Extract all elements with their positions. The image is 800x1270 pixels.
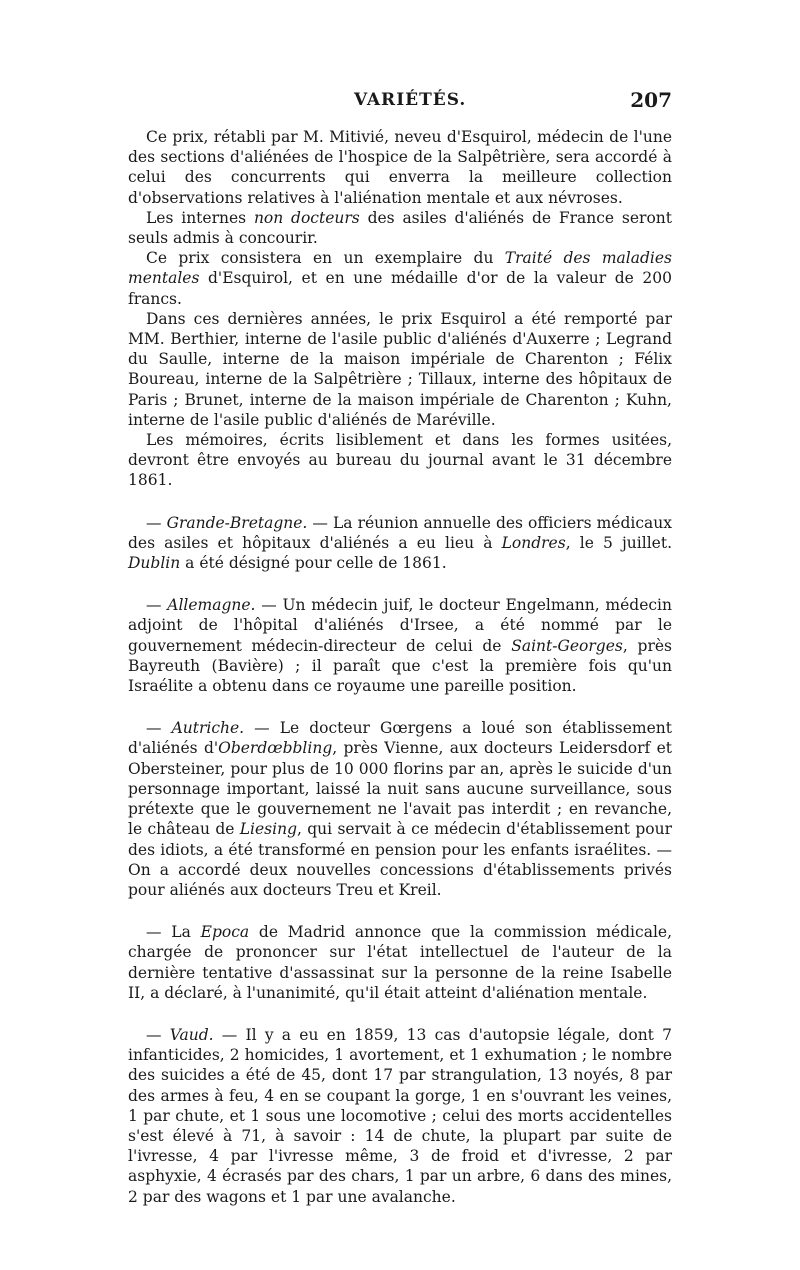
text-run: — La <box>146 923 201 942</box>
text-run: — <box>146 596 168 615</box>
italic-text: Grande-Bretagne. <box>166 513 308 532</box>
italic-text: Londres <box>501 533 566 552</box>
text-run: — La réunion annuelle des officiers médicaux des asiles et hôpitaux d'aliénés a eu lieu à <box>128 513 672 552</box>
text-run: de Madrid annonce que la commission médicale, chargée de prononcer sur l'état intellectuel de l'auteur de la dernière tentative d'assassinat sur la personne de la reine Isabelle II, a déclaré, à l'unanimité, qu'il était atteint d'aliénation mentale. <box>128 923 672 1002</box>
text-run: a été désigné pour celle de 1861. <box>180 554 447 573</box>
italic-text: Dublin <box>128 554 181 573</box>
italic-text: Allemagne. <box>167 596 256 615</box>
page-body <box>128 127 672 1207</box>
text-run: — Il y a eu en 1859, 13 cas d'autopsie légale, dont 7 infanticides, 2 homicides, 1 avortement, et 1 exhumation ; le nombre des suicides a été de 45, dont 17 par strangulation, 13 noyés, 8 par des armes à feu, 4 en se coupant la gorge, 1 en s'ouvrant les veines, 1 par chute, et 1 sous une locomotive ; celui des morts accidentelles s'est élevé à 71, à savoir : 14 de chute, la plupart par suite de l'ivresse, 4 par l'ivresse même, 3 de froid et d'ivresse, 2 par asphyxie, 4 écrasés par des chars, 1 par un arbre, 6 dans des mines, 2 par des wagons et 1 par une avalanche. <box>128 1025 672 1206</box>
paragraph <box>128 595 672 696</box>
text-run: , près Vienne, aux docteurs Leidersdorf et Obersteiner, pour plus de 10 000 florins par an, après le suicide d'un personnage important, laissé la nuit sans aucune surveillance, sous prétexte que le gouvernement ne l'avait pas interdit ; en revanche, le château de <box>128 739 672 839</box>
paragraph <box>128 1025 672 1207</box>
text-run: Dans ces dernières années, le prix Esquirol a été remporté par MM. Berthier, interne de l'asile public d'aliénés d'Auxerre ; Legrand du Saulle, interne de la maison impériale de Charenton ; Félix Boureau, interne de la Salpêtrière ; Tillaux, interne des hôpitaux de Paris ; Brunet, interne de la maison impériale de Charenton ; Kuhn, interne de l'asile public d'aliénés de Maréville. <box>128 309 672 429</box>
text-run: — <box>146 1025 170 1044</box>
italic-text: Liesing <box>239 820 297 839</box>
text-run: Les internes <box>146 208 254 227</box>
text-run: , le 5 juillet. <box>565 533 672 552</box>
italic-text: Traité des maladies mentales <box>128 249 672 288</box>
text-run: Ce prix consistera en un exemplaire du <box>146 249 505 268</box>
page-number: 207 <box>630 88 672 112</box>
italic-text: non docteurs <box>253 208 360 227</box>
text-run: — Un médecin juif, le docteur Engelmann, médecin adjoint de l'hôpital d'aliénés d'Irsee, a été nommé par le gouvernement médecin-directeur de celui de <box>128 596 673 655</box>
italic-text: Autriche. <box>171 719 245 738</box>
italic-text: Oberdœbbling <box>218 739 333 758</box>
text-run: — <box>146 513 167 532</box>
italic-text: Saint-Georges <box>511 636 623 655</box>
text-run: Les mémoires, écrits lisiblement et dans les formes usitées, devront être envoyés au bureau du journal avant le 31 décembre 1861. <box>128 431 672 490</box>
text-run: , qui servait à ce médecin d'établissement pour des idiots, a été transformé en pension pour les enfants israélites. — On a accordé deux nouvelles concessions d'établissements privés pour aliénés aux docteurs Treu et Kreil. <box>128 820 672 899</box>
text-run: — Le docteur Gœrgens a loué son établissement d'aliénés d' <box>128 719 672 758</box>
paragraph <box>128 309 672 430</box>
paragraph <box>128 430 672 491</box>
paragraph <box>128 513 672 574</box>
paragraph <box>128 248 672 309</box>
text-run: d'Esquirol, et en une médaille d'or de la valeur de 200 francs. <box>128 269 672 308</box>
paragraph <box>128 718 672 900</box>
paragraph <box>128 208 672 248</box>
page-header <box>128 90 672 120</box>
text-run: des asiles d'aliénés de France seront seuls admis à concourir. <box>128 208 673 248</box>
text-run: , près Bayreuth (Bavière) ; il paraît que c'est la première fois qu'un Israélite a obtenu dans ce royaume une pareille position. <box>128 636 672 696</box>
text-run: — <box>146 719 172 738</box>
italic-text: Vaud. <box>169 1025 214 1044</box>
running-title: VARIÉTÉS. <box>354 90 467 110</box>
italic-text: Epoca <box>200 923 250 942</box>
paragraph <box>128 127 672 208</box>
text-run: Ce prix, rétabli par M. Mitivié, neveu d'Esquirol, médecin de l'une des sections d'aliénées de l'hospice de la Salpêtrière, sera accordé à celui des concurrents qui enverra la meilleure collection d'observations relatives à l'aliénation mentale et aux névroses. <box>128 128 672 207</box>
paragraph <box>128 922 672 1003</box>
